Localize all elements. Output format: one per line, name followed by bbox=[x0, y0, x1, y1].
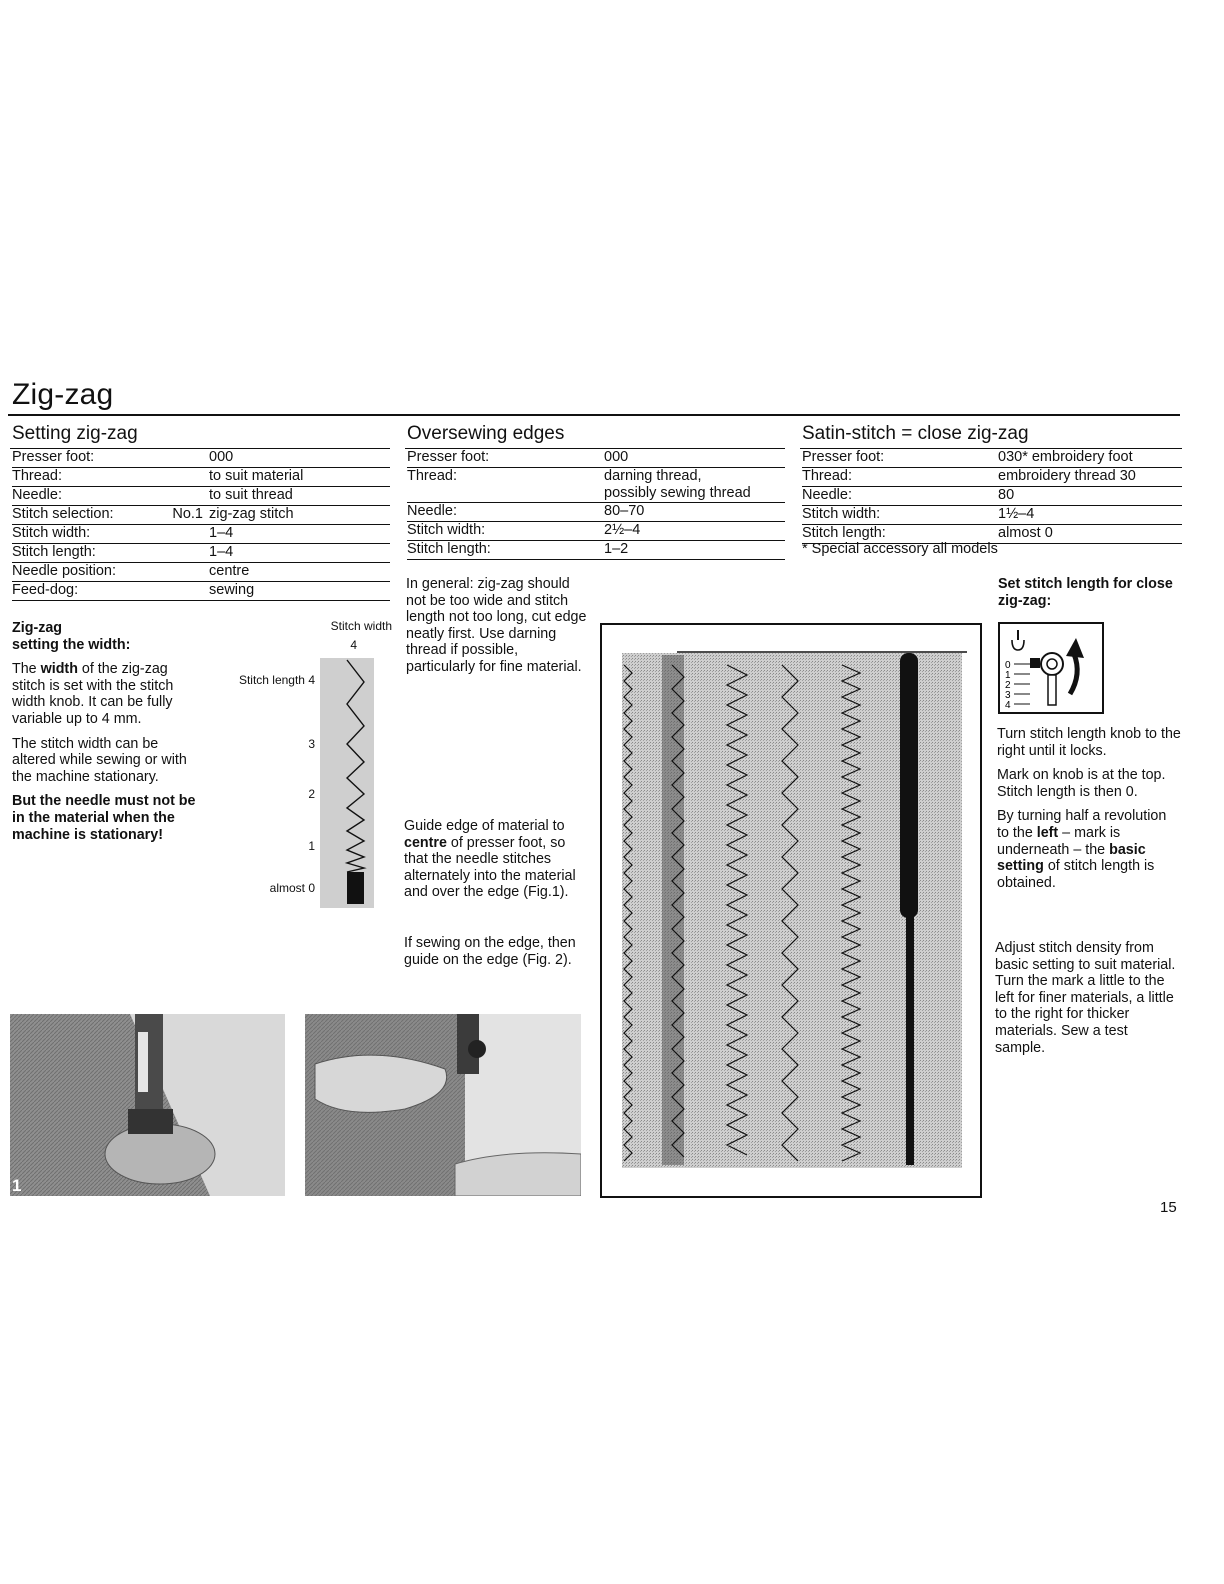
satin-heading: Satin-stitch = close zig-zag bbox=[802, 423, 1029, 444]
spec-label: Thread: bbox=[407, 468, 604, 503]
satin-spec-row bbox=[802, 487, 1182, 506]
satin-paragraph-2: Mark on knob is at the top. Stitch length is then 0. bbox=[997, 767, 1166, 800]
spec-value: centre bbox=[209, 563, 390, 582]
spec-label: Feed-dog: bbox=[12, 582, 157, 601]
spec-label: Needle: bbox=[407, 503, 604, 522]
satin-paragraph-3: By turning half a revolution to the left – mark is underneath – the basic setting of stitch length is obtained. bbox=[997, 808, 1167, 891]
spec-label: Thread: bbox=[12, 468, 157, 487]
spec-extra bbox=[157, 468, 209, 487]
knob-tick-3: 3 bbox=[1005, 690, 1011, 701]
oversewing-spec-row bbox=[407, 503, 785, 522]
spec-extra bbox=[157, 544, 209, 563]
spec-label: Stitch length: bbox=[802, 525, 998, 544]
fig1-photo bbox=[10, 1014, 285, 1196]
setting-spec-table bbox=[12, 449, 390, 601]
set-stitch-length-heading: Set stitch length for close zig-zag: bbox=[998, 576, 1173, 609]
spec-extra bbox=[157, 582, 209, 601]
oversewing-heading: Oversewing edges bbox=[407, 423, 565, 444]
satin-spec-table bbox=[802, 449, 1182, 544]
stitch-length-4-label: Stitch length 4 bbox=[238, 673, 315, 687]
spec-value: darning thread, possibly sewing thread bbox=[604, 468, 785, 503]
spec-value: to suit material bbox=[209, 468, 390, 487]
satin-spec-row bbox=[802, 506, 1182, 525]
setting-spec-row bbox=[12, 563, 390, 582]
spec-value: 000 bbox=[209, 449, 390, 468]
spec-extra bbox=[157, 487, 209, 506]
spec-label: Stitch width: bbox=[12, 525, 157, 544]
stitch-length-2-label: 2 bbox=[308, 787, 315, 801]
width-paragraph-1: The width of the zig-zag stitch is set with the stitch width knob. It can be fully variable up to 4 mm. bbox=[12, 661, 174, 727]
spec-value: 1–4 bbox=[209, 525, 390, 544]
satin-text-block bbox=[997, 726, 1181, 899]
oversewing-spec-row bbox=[407, 449, 785, 468]
fig2-photo bbox=[305, 1014, 581, 1196]
oversewing-paragraph-3: If sewing on the edge, then guide on the edge (Fig. 2). bbox=[404, 935, 576, 968]
setting-spec-row bbox=[12, 487, 390, 506]
spec-label: Needle: bbox=[802, 487, 998, 506]
stitch-length-knob-icon bbox=[998, 622, 1104, 714]
satin-footnote: * Special accessory all models bbox=[802, 541, 998, 557]
spec-extra bbox=[157, 449, 209, 468]
title-divider bbox=[8, 414, 1180, 416]
spec-extra: No.1 bbox=[157, 506, 209, 525]
spec-label: Stitch length: bbox=[12, 544, 157, 563]
spec-value: 80–70 bbox=[604, 503, 785, 522]
spec-label: Stitch selection: bbox=[12, 506, 157, 525]
setting-spec-row bbox=[12, 525, 390, 544]
spec-label: Presser foot: bbox=[407, 449, 604, 468]
page-number: 15 bbox=[1160, 1199, 1177, 1216]
spec-value: to suit thread bbox=[209, 487, 390, 506]
spec-extra bbox=[157, 525, 209, 544]
diagram-background bbox=[320, 658, 374, 908]
oversewing-spec-row bbox=[407, 541, 785, 560]
spec-value: embroidery thread 30 bbox=[998, 468, 1182, 487]
width-warning: But the needle must not be in the material when the machine is stationary! bbox=[12, 793, 196, 843]
spec-value: 000 bbox=[604, 449, 785, 468]
spec-value: zig-zag stitch bbox=[209, 506, 390, 525]
stitch-length-3-label: 3 bbox=[308, 737, 315, 751]
setting-spec-row bbox=[12, 506, 390, 525]
spec-value: 80 bbox=[998, 487, 1182, 506]
fig1-number: 1 bbox=[12, 1176, 22, 1195]
oversewing-spec-row bbox=[407, 468, 785, 503]
knob-tick-2: 2 bbox=[1005, 680, 1011, 691]
setting-heading: Setting zig-zag bbox=[12, 423, 138, 444]
spec-value: almost 0 bbox=[998, 525, 1182, 544]
spec-label: Needle: bbox=[12, 487, 157, 506]
knob-tick-0: 0 bbox=[1005, 660, 1011, 671]
spec-extra bbox=[157, 563, 209, 582]
width-paragraph-2: The stitch width can be altered while sewing or with the machine stationary. bbox=[12, 735, 187, 785]
knob-tick-1: 1 bbox=[1005, 670, 1011, 681]
spec-value: 1½–4 bbox=[998, 506, 1182, 525]
width-heading-2: setting the width: bbox=[12, 636, 131, 653]
setting-spec-row bbox=[12, 449, 390, 468]
stitch-width-label: Stitch width bbox=[330, 619, 392, 633]
spec-label: Presser foot: bbox=[12, 449, 157, 468]
setting-spec-row bbox=[12, 544, 390, 563]
satin-spec-row bbox=[802, 468, 1182, 487]
knob-tick-4: 4 bbox=[1005, 700, 1011, 711]
satin-stitch-block bbox=[347, 872, 364, 904]
width-section bbox=[12, 620, 202, 851]
spec-label: Thread: bbox=[802, 468, 998, 487]
spec-label: Needle position: bbox=[12, 563, 157, 582]
setting-spec-row bbox=[12, 468, 390, 487]
stitch-length-1-label: 1 bbox=[308, 839, 315, 853]
oversewing-paragraph-2: Guide edge of material to centre of presser foot, so that the needle stitches alternately into the material and over the edge (Fig.1). bbox=[404, 818, 576, 901]
satin-paragraph-1: Turn stitch length knob to the right until it locks. bbox=[997, 726, 1181, 759]
oversewing-paragraph-1: In general: zig-zag should not be too wide and stitch length not too long, cut edge neatly first. Use darning thread if possible, particularly for fine material. bbox=[406, 576, 587, 675]
page-title: Zig-zag bbox=[12, 378, 114, 411]
zigzag-width-diagram bbox=[320, 658, 374, 908]
spec-label: Stitch width: bbox=[407, 522, 604, 541]
satin-paragraph-4: Adjust stitch density from basic setting to suit material. Turn the mark a little to the left for finer materials, a little to the right for thicker materials. Sew a test sample. bbox=[995, 940, 1176, 1056]
setting-spec-row bbox=[12, 582, 390, 601]
stitch-length-0-label: almost 0 bbox=[269, 881, 315, 895]
spec-value: 1–2 bbox=[604, 541, 785, 560]
spec-value: sewing bbox=[209, 582, 390, 601]
spec-value: 2½–4 bbox=[604, 522, 785, 541]
spec-label: Presser foot: bbox=[802, 449, 998, 468]
oversewing-spec-table bbox=[407, 449, 785, 560]
stitch-width-value: 4 bbox=[350, 638, 357, 652]
satin-spec-row bbox=[802, 449, 1182, 468]
width-heading-1: Zig-zag bbox=[12, 620, 63, 636]
spec-value: 1–4 bbox=[209, 544, 390, 563]
spec-value: 030* embroidery foot bbox=[998, 449, 1182, 468]
oversewing-spec-row bbox=[407, 522, 785, 541]
satin-sample-figure bbox=[600, 623, 982, 1198]
spec-label: Stitch width: bbox=[802, 506, 998, 525]
spec-label: Stitch length: bbox=[407, 541, 604, 560]
